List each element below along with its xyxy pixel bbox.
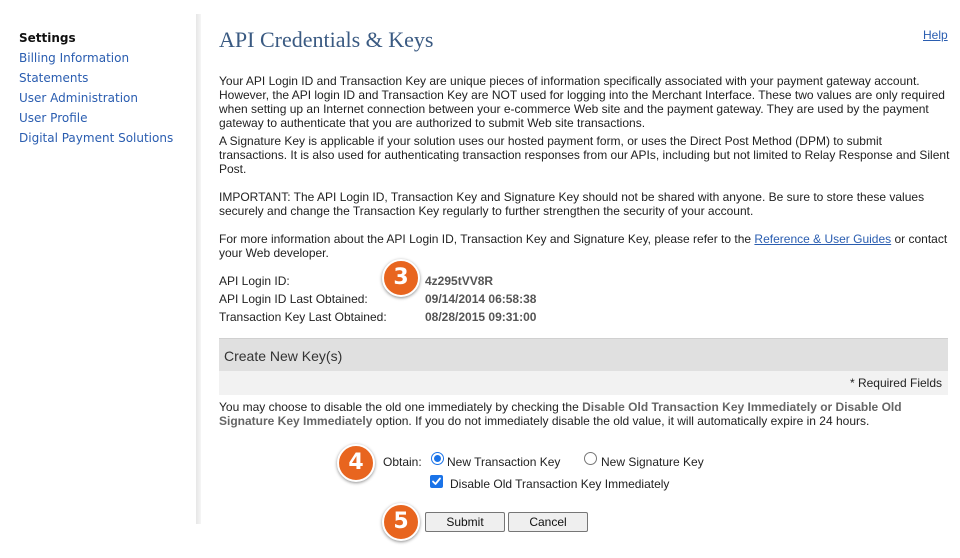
sidebar-item-user-administration[interactable]: User Administration xyxy=(19,91,138,105)
more-info-text-end: or contact your Web developer. xyxy=(219,232,948,260)
note-text-start: You may choose to disable the old one immediately by checking the xyxy=(219,400,583,414)
reference-user-guides-link[interactable]: Reference & User Guides xyxy=(754,232,892,246)
note-bold-text: Disable Old Transaction Key Immediately or Disable Old Signature Key Immediately xyxy=(219,400,902,428)
intro-paragraph-important: IMPORTANT: The API Login ID, Transaction Key and Signature Key should not be shared with anyone. Be sure to store these values securely and change the Transaction Key regularly to further strengthen the security of your account. xyxy=(219,190,925,218)
new-signature-key-radio[interactable] xyxy=(584,452,597,465)
obtain-label: Obtain: xyxy=(383,455,422,469)
intro-paragraph-2: A Signature Key is applicable if your solution uses our hosted payment form, or uses the Direct Post Method (DPM) to submit transactions. It is also used for authenticating transaction responses from our APIs, including but not limited to Relay Response and Silent Post. xyxy=(219,134,950,176)
transaction-key-last-obtained-value: 08/28/2015 09:31:00 xyxy=(425,310,537,324)
more-info-text-start: For more information about the API Login ID, Transaction Key and Signature Key, please refer to the xyxy=(219,232,755,246)
api-login-id-value: 4z295tVV8R xyxy=(425,274,494,288)
step-4-badge: 4 xyxy=(337,444,375,482)
page-title: API Credentials & Keys xyxy=(219,27,434,52)
disable-old-transaction-key-checkbox[interactable] xyxy=(430,475,443,488)
sidebar-item-settings[interactable]: Settings xyxy=(19,31,76,45)
api-login-last-obtained-value: 09/14/2014 06:58:38 xyxy=(425,292,537,306)
intro-paragraph-more-info xyxy=(219,232,951,260)
new-transaction-key-label[interactable]: New Transaction Key xyxy=(447,455,561,469)
new-signature-key-label[interactable]: New Signature Key xyxy=(601,455,704,469)
step-3-badge: 3 xyxy=(382,259,420,297)
sidebar-divider xyxy=(196,14,201,524)
new-transaction-key-radio[interactable] xyxy=(431,452,444,465)
submit-button[interactable]: Submit xyxy=(425,512,505,532)
required-fields-bar xyxy=(219,371,948,395)
disable-old-transaction-key-label[interactable]: Disable Old Transaction Key Immediately xyxy=(450,477,670,491)
note-text-end: option. If you do not immediately disable the old value, it will automatically expire in 24 hours. xyxy=(372,414,870,428)
checkmark-icon xyxy=(431,476,442,487)
sidebar-item-billing-information[interactable]: Billing Information xyxy=(19,51,130,65)
section-title: Create New Key(s) xyxy=(224,348,343,364)
intro-paragraph-1: Your API Login ID and Transaction Key are unique pieces of information specifically associated with your payment gateway account. However, the API login ID and Transaction Key are NOT used for logging into the Merchant Interface. These two values are only required when setting up an Internet connection between your e-commerce Web site and the payment gateway. They are used by the payment gateway to authenticate that you are authorized to submit Web site transactions. xyxy=(219,74,945,130)
cancel-button[interactable]: Cancel xyxy=(508,512,588,532)
sidebar-item-statements[interactable]: Statements xyxy=(19,71,89,85)
transaction-key-last-obtained-label: Transaction Key Last Obtained: xyxy=(219,310,387,324)
step-5-badge: 5 xyxy=(382,503,420,541)
sidebar xyxy=(0,0,196,558)
disable-old-key-note xyxy=(219,400,919,428)
help-link[interactable]: Help xyxy=(923,28,948,42)
sidebar-item-user-profile[interactable]: User Profile xyxy=(19,111,88,125)
api-login-id-label: API Login ID: xyxy=(219,274,290,288)
api-login-last-obtained-label: API Login ID Last Obtained: xyxy=(219,292,368,306)
create-new-keys-header xyxy=(219,338,948,371)
required-fields-note: * Required Fields xyxy=(849,376,942,390)
sidebar-item-digital-payment-solutions[interactable]: Digital Payment Solutions xyxy=(19,131,174,145)
